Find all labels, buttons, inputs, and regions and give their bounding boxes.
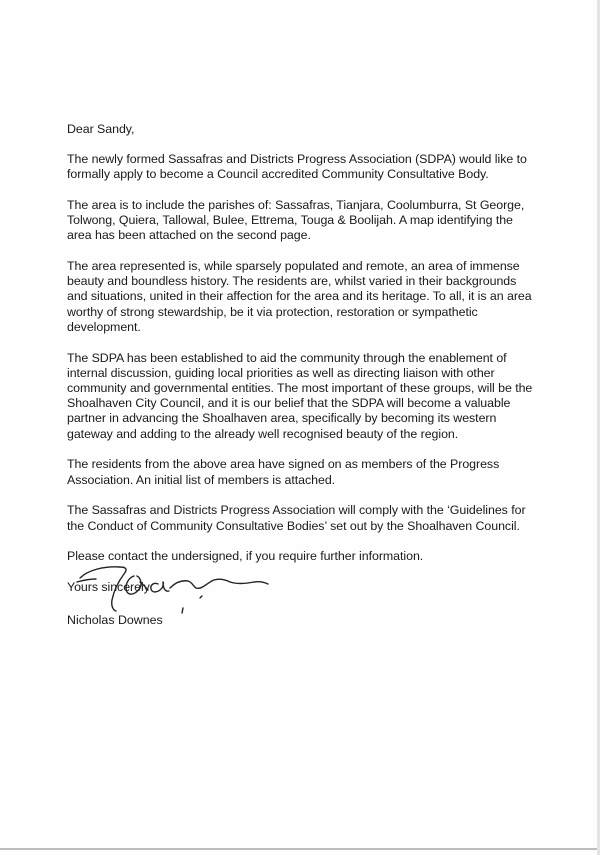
salutation: Dear Sandy,: [67, 122, 135, 136]
handwritten-signature: [74, 558, 304, 616]
closing: Yours sincerely: [67, 580, 150, 595]
scan-edge-bottom: [0, 848, 600, 850]
paragraph-guidelines: The Sassafras and Districts Progress Association will comply with the ‘Guidelines for the Conduct of Community Consultative Bodies’ set out by the Shoalhaven Council.: [67, 503, 526, 533]
paragraph-purpose: The SDPA has been established to aid the community through the enablement of internal discussion, guiding local priorities as well as directing liaison with other community and governmental entities. The most important of these groups, will be the Shoalhaven City Council, and it is our belief that the SDPA will become a valuable partner in advancing the Shoalhaven area, specifically by becoming its western gateway and adding to the already well recognised beauty of the region.: [67, 350, 533, 441]
signer-name: Nicholas Downes: [67, 613, 163, 627]
paragraph-contact: Please contact the undersigned, if you require further information.: [67, 549, 424, 564]
paragraph-area: The area is to include the parishes of: Sassafras, Tianjara, Coolumburra, St George, Tolwong, Quiera, Tallowal, Bulee, Ettrema, Touga & Boolijah. A map identifying the area has been attached on the second page.: [67, 197, 525, 243]
paragraph-intro: The newly formed Sassafras and Districts Progress Association (SDPA) would like to formally apply to become a Council accredited Community Consultative Body.: [67, 151, 527, 181]
paragraph-description: The area represented is, while sparsely populated and remote, an area of immense beauty and boundless history. The residents are, whilst varied in their backgrounds and situations, united in their affection for the area and its heritage. To all, it is an area worthy of strong stewardship, be it via protection, restoration or sympathetic development.: [67, 258, 532, 334]
paragraph-members: The residents from the above area have signed on as members of the Progress Association. An initial list of members is attached.: [67, 457, 500, 487]
letter-body: [67, 122, 537, 611]
